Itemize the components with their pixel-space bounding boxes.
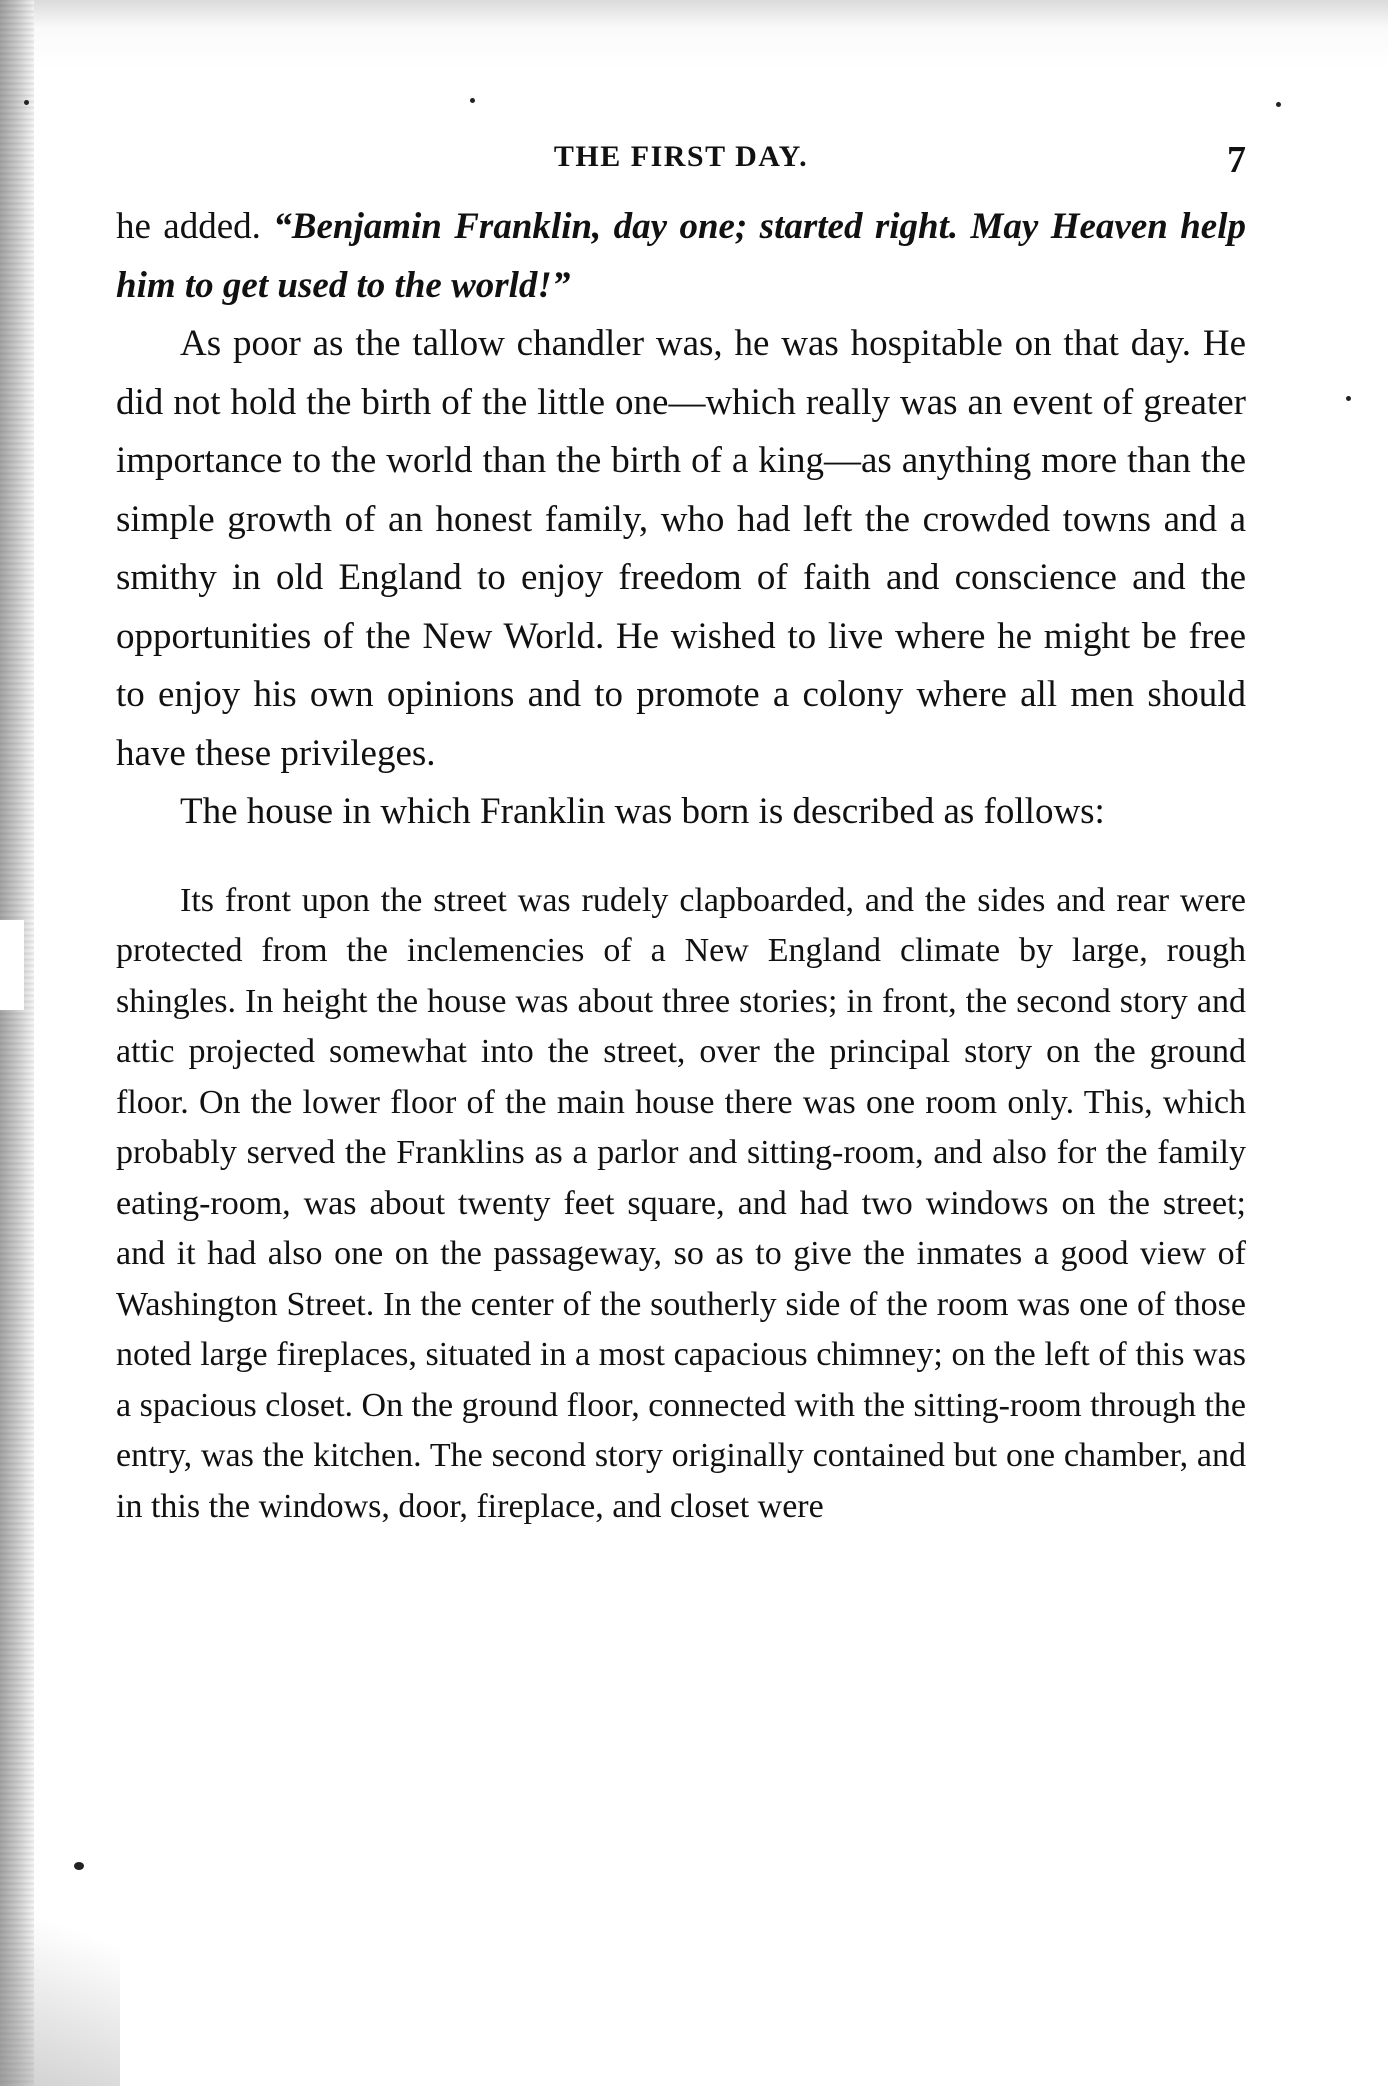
- scan-edge-gap: [0, 920, 24, 1010]
- scan-bottom-shading: [0, 1866, 120, 2086]
- ink-speck: [470, 98, 475, 103]
- paragraph-hospitality: As poor as the tallow chandler was, he was hospitable on that day. He did not hold the birth of the little one—which really was an event of greater importance to the world than the birth of a king—as anything more than the simple growth of an honest family, who had left the crowded towns and a smithy in old England to enjoy freedom of faith and conscience and the opportunities of the New World. He wished to live where he might be free to enjoy his own opinions and to promote a colony where all men should have these privileges.: [116, 323, 1246, 774]
- ink-speck: [74, 1862, 84, 1870]
- running-title: THE FIRST DAY.: [553, 140, 809, 173]
- scan-top-shading: [0, 0, 1388, 70]
- page-number: 7: [1227, 139, 1246, 181]
- paragraph-continuation: [116, 198, 1246, 315]
- ink-speck: [24, 100, 29, 105]
- paragraph-house-intro: The house in which Franklin was born is described as follows:: [180, 791, 1105, 832]
- scan-binding-edge: [0, 0, 34, 2086]
- ink-speck: [1346, 396, 1351, 401]
- italic-quote: “Benjamin Franklin, day one; started right. May Heaven help him to get used to the world!”: [116, 206, 1246, 306]
- running-head: [116, 138, 1246, 198]
- block-quote-extract: Its front upon the street was rudely clapboarded, and the sides and rear were protected from the inclemencies of a New England climate by large, rough shingles. In height the house was about three stories; in front, the second story and attic projected somewhat into the street, over the principal story on the ground floor. On the lower floor of the main house there was one room only. This, which probably served the Franklins as a parlor and sitting-room, and also for the family eating-room, was about twenty feet square, and had two windows on the street; and it had also one on the passageway, so as to give the inmates a good view of Washington Street. In the center of the southerly side of the room was one of those noted large fireplaces, situated in a most capacious chimney; on the left of this was a spacious closet. On the ground floor, connected with the sitting-room through the entry, was the kitchen. The second story originally contained but one chamber, and in this the windows, door, fireplace, and closet were: [116, 881, 1246, 1525]
- ink-speck: [1276, 102, 1281, 107]
- paragraph-lead: he added.: [116, 206, 274, 247]
- book-page: [116, 138, 1246, 1566]
